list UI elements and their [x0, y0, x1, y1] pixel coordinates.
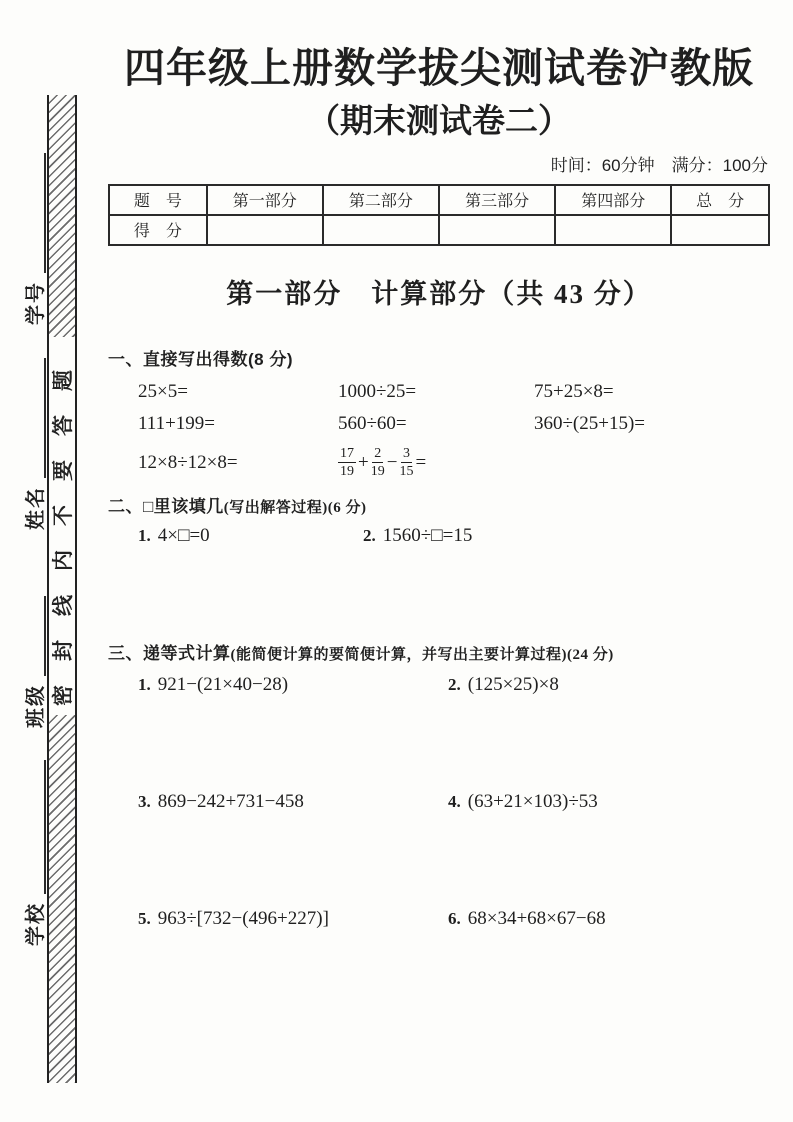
q3-item-6: [448, 908, 770, 936]
q1-expr-4: 111+199=: [138, 412, 216, 434]
exam-content: [108, 0, 770, 1025]
score-header-part4: 第四部分: [555, 185, 671, 215]
field-student-id: [20, 153, 46, 325]
q3-item-1: [138, 674, 448, 702]
q3-item-4: [448, 791, 770, 819]
item-expression: (125×25)×8: [467, 673, 559, 695]
item-expression: 1560÷□=15: [382, 524, 473, 546]
field-label-student-id: 学号: [25, 281, 47, 325]
field-label-school: 学校: [25, 902, 47, 946]
q2-item-2: [363, 525, 770, 547]
field-school: [20, 760, 46, 946]
field-name: [20, 358, 46, 530]
score-header-part3: 第三部分: [439, 185, 555, 215]
q2-title: [108, 492, 770, 517]
fraction-2: $\frac{2}{19}$: [370, 445, 385, 479]
field-class: [20, 596, 46, 728]
q1-expr-empty: [534, 440, 770, 486]
exam-meta: 时间：60分钟 满分：100分: [550, 155, 768, 175]
q1-expr-7: 12×8÷12×8=: [138, 451, 238, 473]
item-number: 6.: [448, 908, 461, 928]
q1-expr-2: 1000÷25=: [338, 380, 417, 402]
q3-title-score: (24 分): [567, 646, 614, 663]
q3-item-5: [138, 908, 448, 936]
score-header-part2: 第二部分: [323, 185, 439, 215]
plus-operator: +: [358, 451, 369, 473]
item-number: 3.: [138, 791, 151, 811]
item-expression: 963÷[732−(496+227)]: [157, 907, 329, 929]
score-header-question: 题 号: [109, 185, 207, 215]
q1-expr-5: 560÷60=: [338, 412, 407, 434]
score-header-total: 总 分: [671, 185, 769, 215]
score-cell-part1: [207, 215, 323, 245]
q2-item-1: [138, 525, 363, 547]
item-number: 1.: [138, 525, 151, 545]
q1-expr-6: 360÷(25+15)=: [534, 412, 646, 434]
q3-item-3: [138, 791, 448, 819]
hatch-pattern-top: [49, 95, 75, 337]
score-cell-part3: [439, 215, 555, 245]
score-table-score-row: [109, 215, 769, 245]
seal-text: 密封线内不要答题: [51, 346, 75, 706]
item-expression: (63+21×103)÷53: [467, 790, 598, 812]
part1-heading: 第一部分 计算部分（共 43 分）: [226, 278, 652, 309]
score-cell-part2: [323, 215, 439, 245]
item-number: 5.: [138, 908, 151, 928]
fill-blank-school: [38, 760, 46, 894]
seal-text-box: [49, 337, 75, 715]
q3-item-2: [448, 674, 770, 702]
score-header-part1: 第一部分: [207, 185, 323, 215]
item-number: 4.: [448, 791, 461, 811]
q3-items: [108, 674, 770, 1025]
item-expression: 921−(21×40−28): [157, 673, 289, 695]
field-label-name: 姓名: [25, 486, 47, 530]
item-expression: 869−242+731−458: [157, 790, 304, 812]
score-cell-total: [671, 215, 769, 245]
q1-expr-3: 75+25×8=: [534, 380, 614, 402]
q1-title: 一、直接写出得数(8 分): [108, 349, 293, 369]
fraction-3: $\frac{3}{15}$: [399, 445, 414, 479]
fill-blank-class: [38, 596, 46, 676]
item-number: 2.: [363, 525, 376, 545]
equals-sign: =: [415, 451, 427, 473]
score-row-label: 得 分: [109, 215, 207, 245]
score-table: [108, 184, 770, 246]
q2-title-score: (6 分): [327, 499, 367, 516]
field-label-class: 班级: [25, 684, 47, 728]
q2-items: [108, 525, 770, 547]
q2-title-note: (写出解答过程): [223, 499, 328, 516]
page-title: 四年级上册数学拔尖测试卷沪教版: [124, 45, 754, 91]
item-number: 2.: [448, 674, 461, 694]
item-expression: 4×□=0: [157, 524, 210, 546]
q2-title-main: 二、□里该填几: [108, 496, 224, 516]
q1-expr-8-fractions: [338, 440, 534, 486]
item-number: 1.: [138, 674, 151, 694]
q1-expr-1: 25×5=: [138, 380, 188, 402]
page-subtitle: （期末测试卷二）: [307, 102, 571, 140]
score-cell-part4: [555, 215, 671, 245]
item-expression: 68×34+68×67−68: [467, 907, 606, 929]
hatch-pattern-bottom: [49, 715, 75, 1083]
fraction-1: $\frac{17}{19}$: [340, 445, 354, 479]
q3-title-note: (能简便计算的要简便计算，并写出主要计算过程): [230, 646, 567, 663]
seal-strip: [47, 95, 77, 1083]
q1-expressions: [108, 376, 770, 486]
score-table-header-row: [109, 185, 769, 215]
fill-blank-name: [38, 358, 46, 478]
fill-blank-student-id: [38, 153, 46, 273]
q3-title-main: 三、递等式计算: [108, 643, 231, 663]
fraction-expression: [338, 446, 426, 480]
minus-operator: −: [386, 451, 398, 473]
q3-title: [108, 639, 770, 664]
